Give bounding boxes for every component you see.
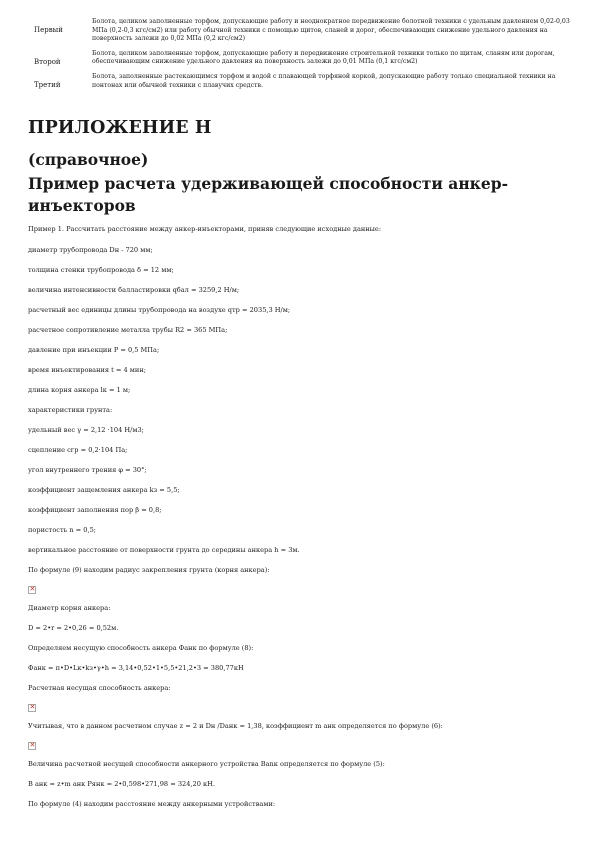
broken-image-icon [28,586,36,594]
appendix-heading: ПРИЛОЖЕНИЕ Н [28,118,212,138]
formula-line: D = 2•r = 2•0,26 = 0,52м. [28,624,119,632]
bog-types-table [28,18,576,96]
formula-reference-line: Учитывая, что в данном расчетном случае z = 2 и Dн /Dанк = 1,38, коэффициент m анк определяется по формуле (6): [28,722,443,730]
table-category-cell: Второй [34,57,61,66]
appendix-subheading: (справочное) [28,150,149,169]
param-line: вертикальное расстояние от поверхности грунта до середины анкера h = 3м. [28,546,300,554]
table-category-cell: Третий [34,80,61,89]
table-description-cell: Болота, целиком заполненные торфом, допускающие работу и неоднократное передвижение болотной техники с удельным давлением 0,02-0,03 МПа (0,2-0,3 кгс/см2) или работу обычной техники с помощью щитов, сланей и дорог, обеспечивающих снижение удельного давления на поверхность залежи до 0,02 МПа (0,2 кгс/см2) [92,18,570,43]
param-line: коэффициент защемления анкера kз = 5,5; [28,486,180,494]
param-line: сцепление сгр = 0,2·104 Па; [28,446,128,454]
table-row [28,50,576,73]
formula-reference-line: Величина расчетной несущей способности анкерного устройства Banк определяется по формуле (5): [28,760,385,768]
param-line: время инъектирования t = 4 мин; [28,366,146,374]
param-line: давление при инъекции P = 0,5 МПа; [28,346,160,354]
table-description-cell: Болота, целиком заполненные торфом, допускающие работу и передвижение строительной техники только по щитам, сланям или дорогам, обеспечивающим снижение удельного давления на поверхность залежи до 0,01 МПа (0,1 кгс/см2) [92,49,555,66]
param-line: расчетный вес единицы длины трубопровода на воздухе qтр = 2035,3 Н/м; [28,306,291,314]
param-line: длина корня анкера lк = 1 м; [28,386,131,394]
formula-reference-line: Расчетная несущая способность анкера: [28,684,171,692]
broken-image-icon [28,704,36,712]
param-line: расчетное сопротивление металла трубы R2 = 365 МПа; [28,326,228,334]
table-category-cell: Первый [34,26,63,34]
formula-reference-line: По формуле (4) находим расстояние между анкерными устройствами: [28,800,276,808]
param-line: толщина стенки трубопровода δ = 12 мм; [28,266,174,274]
table-description-cell: Болота, заполненные растекающимся торфом и водой с плавающей торфяной коркой, допускающие работу только специальной техники на понтонах или обычной техники с плавучих средств. [92,72,556,89]
example-intro: Пример 1. Рассчитать расстояние между анкер-инъекторами, приняв следующие исходные данные: [28,225,382,233]
formula-reference-line: Определяем несущую способность анкера Фанк по формуле (8): [28,644,254,652]
table-row [28,18,576,50]
broken-image-icon [28,742,36,750]
param-line: угол внутреннего трения φ = 30°; [28,466,147,474]
param-line: диаметр трубопровода Dн - 720 мм; [28,246,153,254]
formula-line: B анк = z•m анк Рянк = 2•0,598•271,98 = 324,20 кН. [28,780,215,788]
formula-reference-line: По формуле (9) находим радиус закрепления грунта (корня анкера): [28,566,270,574]
param-line: коэффициент заполнения пор β = 0,8; [28,506,162,514]
param-line: пористость n = 0,5; [28,526,96,534]
table-row [28,73,576,96]
param-line: величина интенсивности балластировки qбал = 3259,2 Н/м; [28,286,240,294]
appendix-title: Пример расчета удерживающей способности анкер-инъекторов [28,174,509,215]
param-line: характеристики грунта: [28,406,113,414]
formula-reference-line: Диаметр корня анкера: [28,604,111,612]
param-line: удельный вес γ = 2,12 ·104 Н/м3; [28,426,144,434]
formula-line: Фанк = π•D•Lк•kз•γ•h = 3,14•0,52•1•5,5•21,2•3 = 380,77кН [28,664,244,672]
